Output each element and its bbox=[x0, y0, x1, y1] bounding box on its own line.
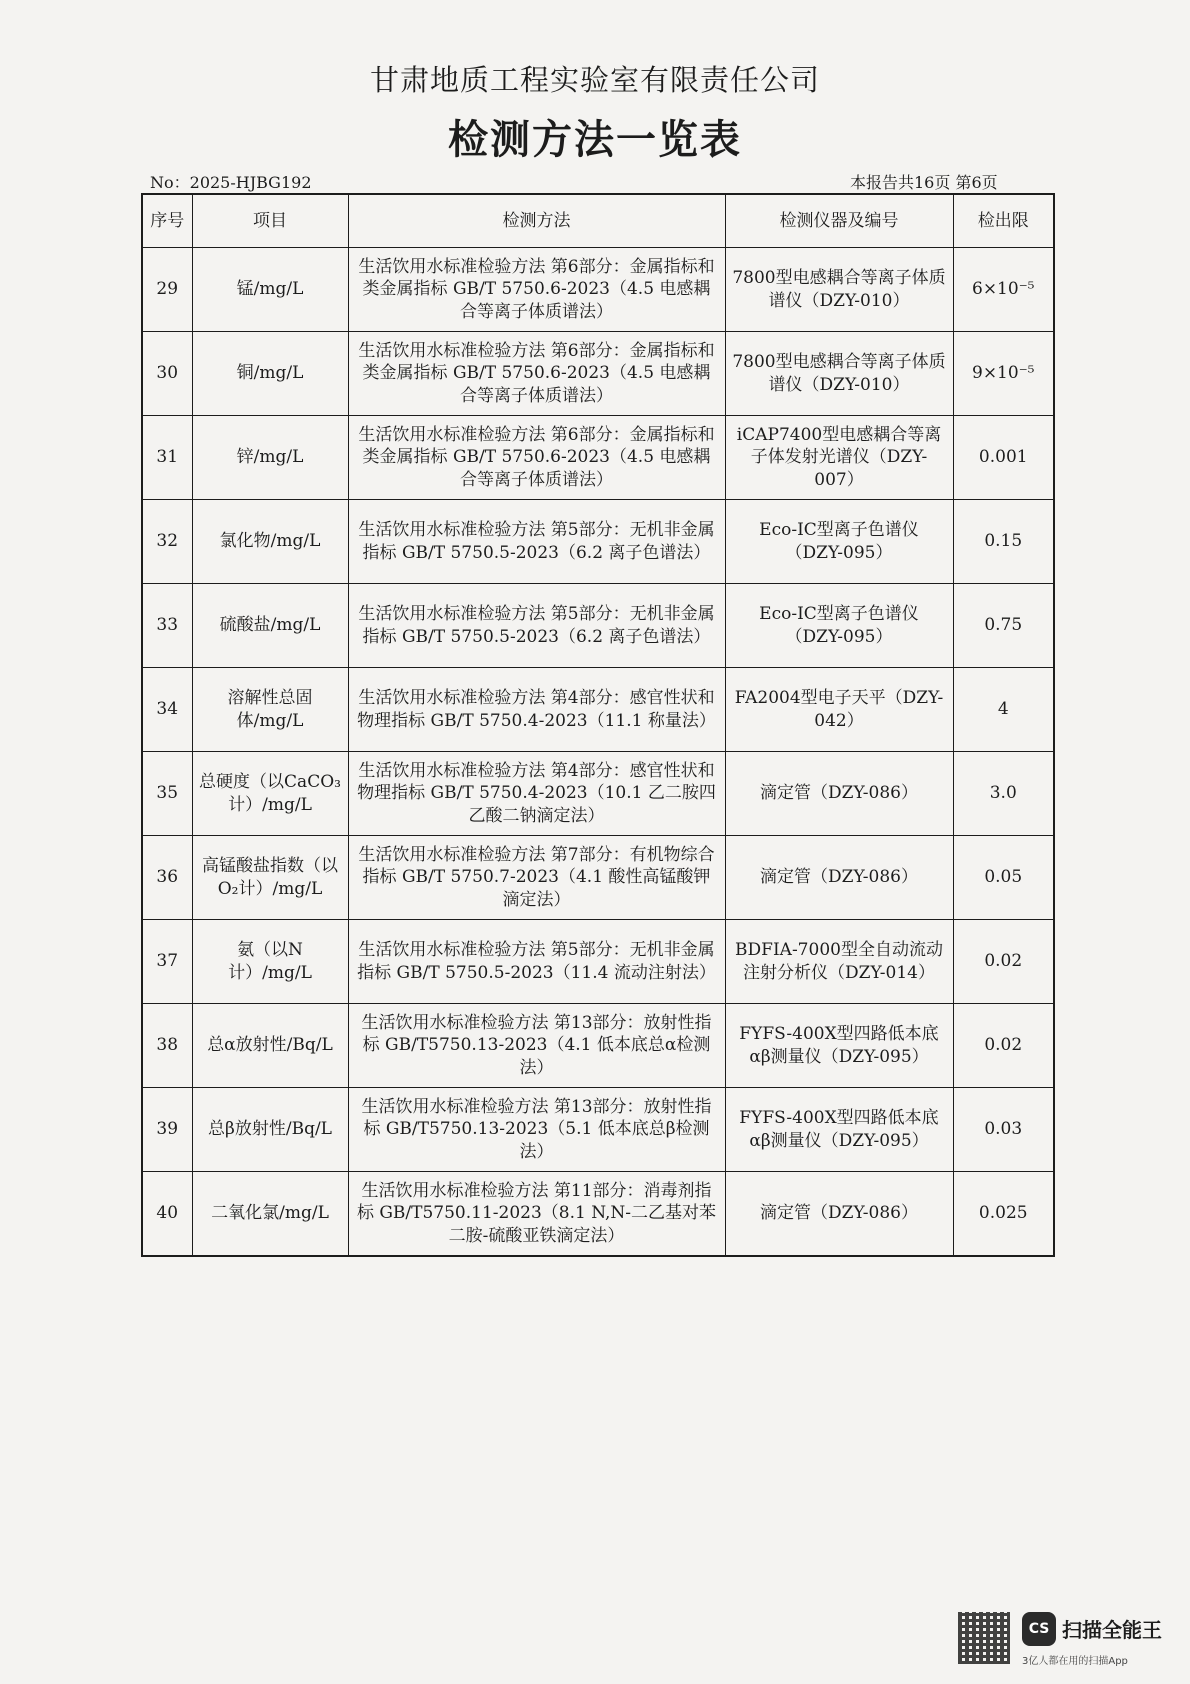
row-item: 硫酸盐/mg/L bbox=[192, 584, 348, 668]
row-method: 生活饮用水标准检验方法 第6部分：金属指标和类金属指标 GB/T 5750.6-2023（4.5 电感耦合等离子体质谱法） bbox=[348, 332, 725, 416]
scanner-app-name: 扫描全能王 bbox=[1062, 1618, 1162, 1642]
table-row bbox=[142, 836, 1054, 920]
row-item: 总β放射性/Bq/L bbox=[192, 1088, 348, 1172]
row-number: 32 bbox=[142, 500, 192, 584]
table-row bbox=[142, 1004, 1054, 1088]
row-instrument: 7800型电感耦合等离子体质谱仪（DZY-010） bbox=[725, 248, 953, 332]
row-method: 生活饮用水标准检验方法 第5部分：无机非金属指标 GB/T 5750.5-2023（11.4 流动注射法） bbox=[348, 920, 725, 1004]
table-row bbox=[142, 500, 1054, 584]
row-limit: 0.02 bbox=[953, 1004, 1054, 1088]
row-limit: 0.03 bbox=[953, 1088, 1054, 1172]
row-number: 37 bbox=[142, 920, 192, 1004]
row-method: 生活饮用水标准检验方法 第4部分：感官性状和物理指标 GB/T 5750.4-2023（10.1 乙二胺四乙酸二钠滴定法） bbox=[348, 752, 725, 836]
row-instrument: BDFIA-7000型全自动流动注射分析仪（DZY-014） bbox=[725, 920, 953, 1004]
row-item: 总硬度（以CaCO₃计）/mg/L bbox=[192, 752, 348, 836]
row-limit: 0.75 bbox=[953, 584, 1054, 668]
row-instrument: 滴定管（DZY-086） bbox=[725, 1172, 953, 1257]
row-item: 总α放射性/Bq/L bbox=[192, 1004, 348, 1088]
row-limit: 6×10⁻⁵ bbox=[953, 248, 1054, 332]
row-instrument: FA2004型电子天平（DZY-042） bbox=[725, 668, 953, 752]
row-limit: 0.001 bbox=[953, 416, 1054, 500]
row-method: 生活饮用水标准检验方法 第13部分：放射性指标 GB/T5750.13-2023（5.1 低本底总β检测法） bbox=[348, 1088, 725, 1172]
row-number: 33 bbox=[142, 584, 192, 668]
row-limit: 0.025 bbox=[953, 1172, 1054, 1257]
row-limit: 0.15 bbox=[953, 500, 1054, 584]
row-number: 29 bbox=[142, 248, 192, 332]
row-instrument: Eco-IC型离子色谱仪（DZY-095） bbox=[725, 500, 953, 584]
row-item: 锌/mg/L bbox=[192, 416, 348, 500]
methods-table bbox=[141, 193, 1055, 1257]
table-row bbox=[142, 920, 1054, 1004]
row-limit: 9×10⁻⁵ bbox=[953, 332, 1054, 416]
row-method: 生活饮用水标准检验方法 第5部分：无机非金属指标 GB/T 5750.5-2023（6.2 离子色谱法） bbox=[348, 584, 725, 668]
row-limit: 0.02 bbox=[953, 920, 1054, 1004]
row-item: 氯化物/mg/L bbox=[192, 500, 348, 584]
row-number: 31 bbox=[142, 416, 192, 500]
row-instrument: iCAP7400型电感耦合等离子体发射光谱仪（DZY-007） bbox=[725, 416, 953, 500]
column-header-no: 序号 bbox=[142, 194, 192, 248]
table-row bbox=[142, 584, 1054, 668]
column-header-limit: 检出限 bbox=[953, 194, 1054, 248]
camscanner-logo-icon: CS bbox=[1022, 1612, 1056, 1646]
table-row bbox=[142, 1172, 1054, 1257]
row-item: 锰/mg/L bbox=[192, 248, 348, 332]
row-method: 生活饮用水标准检验方法 第6部分：金属指标和类金属指标 GB/T 5750.6-2023（4.5 电感耦合等离子体质谱法） bbox=[348, 416, 725, 500]
row-number: 38 bbox=[142, 1004, 192, 1088]
table-row bbox=[142, 416, 1054, 500]
row-item: 二氧化氯/mg/L bbox=[192, 1172, 348, 1257]
document-title: 检测方法一览表 bbox=[448, 116, 742, 163]
column-header-item: 项目 bbox=[192, 194, 348, 248]
row-item: 铜/mg/L bbox=[192, 332, 348, 416]
table-row bbox=[142, 332, 1054, 416]
row-instrument: FYFS-400X型四路低本底αβ测量仪（DZY-095） bbox=[725, 1088, 953, 1172]
table-row bbox=[142, 668, 1054, 752]
row-instrument: 滴定管（DZY-086） bbox=[725, 752, 953, 836]
row-limit: 3.0 bbox=[953, 752, 1054, 836]
company-name: 甘肃地质工程实验室有限责任公司 bbox=[369, 63, 820, 97]
row-method: 生活饮用水标准检验方法 第4部分：感官性状和物理指标 GB/T 5750.4-2023（11.1 称量法） bbox=[348, 668, 725, 752]
table-row bbox=[142, 1088, 1054, 1172]
qr-code-icon bbox=[958, 1612, 1010, 1664]
table-header-row bbox=[142, 194, 1054, 248]
row-method: 生活饮用水标准检验方法 第7部分：有机物综合指标 GB/T 5750.7-2023（4.1 酸性高锰酸钾滴定法） bbox=[348, 836, 725, 920]
row-method: 生活饮用水标准检验方法 第6部分：金属指标和类金属指标 GB/T 5750.6-2023（4.5 电感耦合等离子体质谱法） bbox=[348, 248, 725, 332]
row-limit: 0.05 bbox=[953, 836, 1054, 920]
table-row bbox=[142, 752, 1054, 836]
report-number: No：2025-HJBG192 bbox=[150, 173, 312, 192]
row-method: 生活饮用水标准检验方法 第5部分：无机非金属指标 GB/T 5750.5-2023（6.2 离子色谱法） bbox=[348, 500, 725, 584]
row-item: 高锰酸盐指数（以O₂计）/mg/L bbox=[192, 836, 348, 920]
row-instrument: Eco-IC型离子色谱仪（DZY-095） bbox=[725, 584, 953, 668]
row-instrument: 滴定管（DZY-086） bbox=[725, 836, 953, 920]
row-number: 36 bbox=[142, 836, 192, 920]
column-header-instrument: 检测仪器及编号 bbox=[725, 194, 953, 248]
scanner-app-tagline: 3亿人都在用的扫描App bbox=[1022, 1656, 1128, 1667]
row-number: 35 bbox=[142, 752, 192, 836]
row-instrument: FYFS-400X型四路低本底αβ测量仪（DZY-095） bbox=[725, 1004, 953, 1088]
column-header-method: 检测方法 bbox=[348, 194, 725, 248]
row-item: 溶解性总固体/mg/L bbox=[192, 668, 348, 752]
row-method: 生活饮用水标准检验方法 第11部分：消毒剂指标 GB/T5750.11-2023（8.1 N,N-二乙基对苯二胺-硫酸亚铁滴定法） bbox=[348, 1172, 725, 1257]
page-info: 本报告共16页 第6页 bbox=[850, 173, 998, 192]
row-number: 30 bbox=[142, 332, 192, 416]
row-limit: 4 bbox=[953, 668, 1054, 752]
row-item: 氨（以N计）/mg/L bbox=[192, 920, 348, 1004]
row-instrument: 7800型电感耦合等离子体质谱仪（DZY-010） bbox=[725, 332, 953, 416]
row-number: 34 bbox=[142, 668, 192, 752]
row-number: 39 bbox=[142, 1088, 192, 1172]
row-number: 40 bbox=[142, 1172, 192, 1257]
table-row bbox=[142, 248, 1054, 332]
row-method: 生活饮用水标准检验方法 第13部分：放射性指标 GB/T5750.13-2023（4.1 低本底总α检测法） bbox=[348, 1004, 725, 1088]
